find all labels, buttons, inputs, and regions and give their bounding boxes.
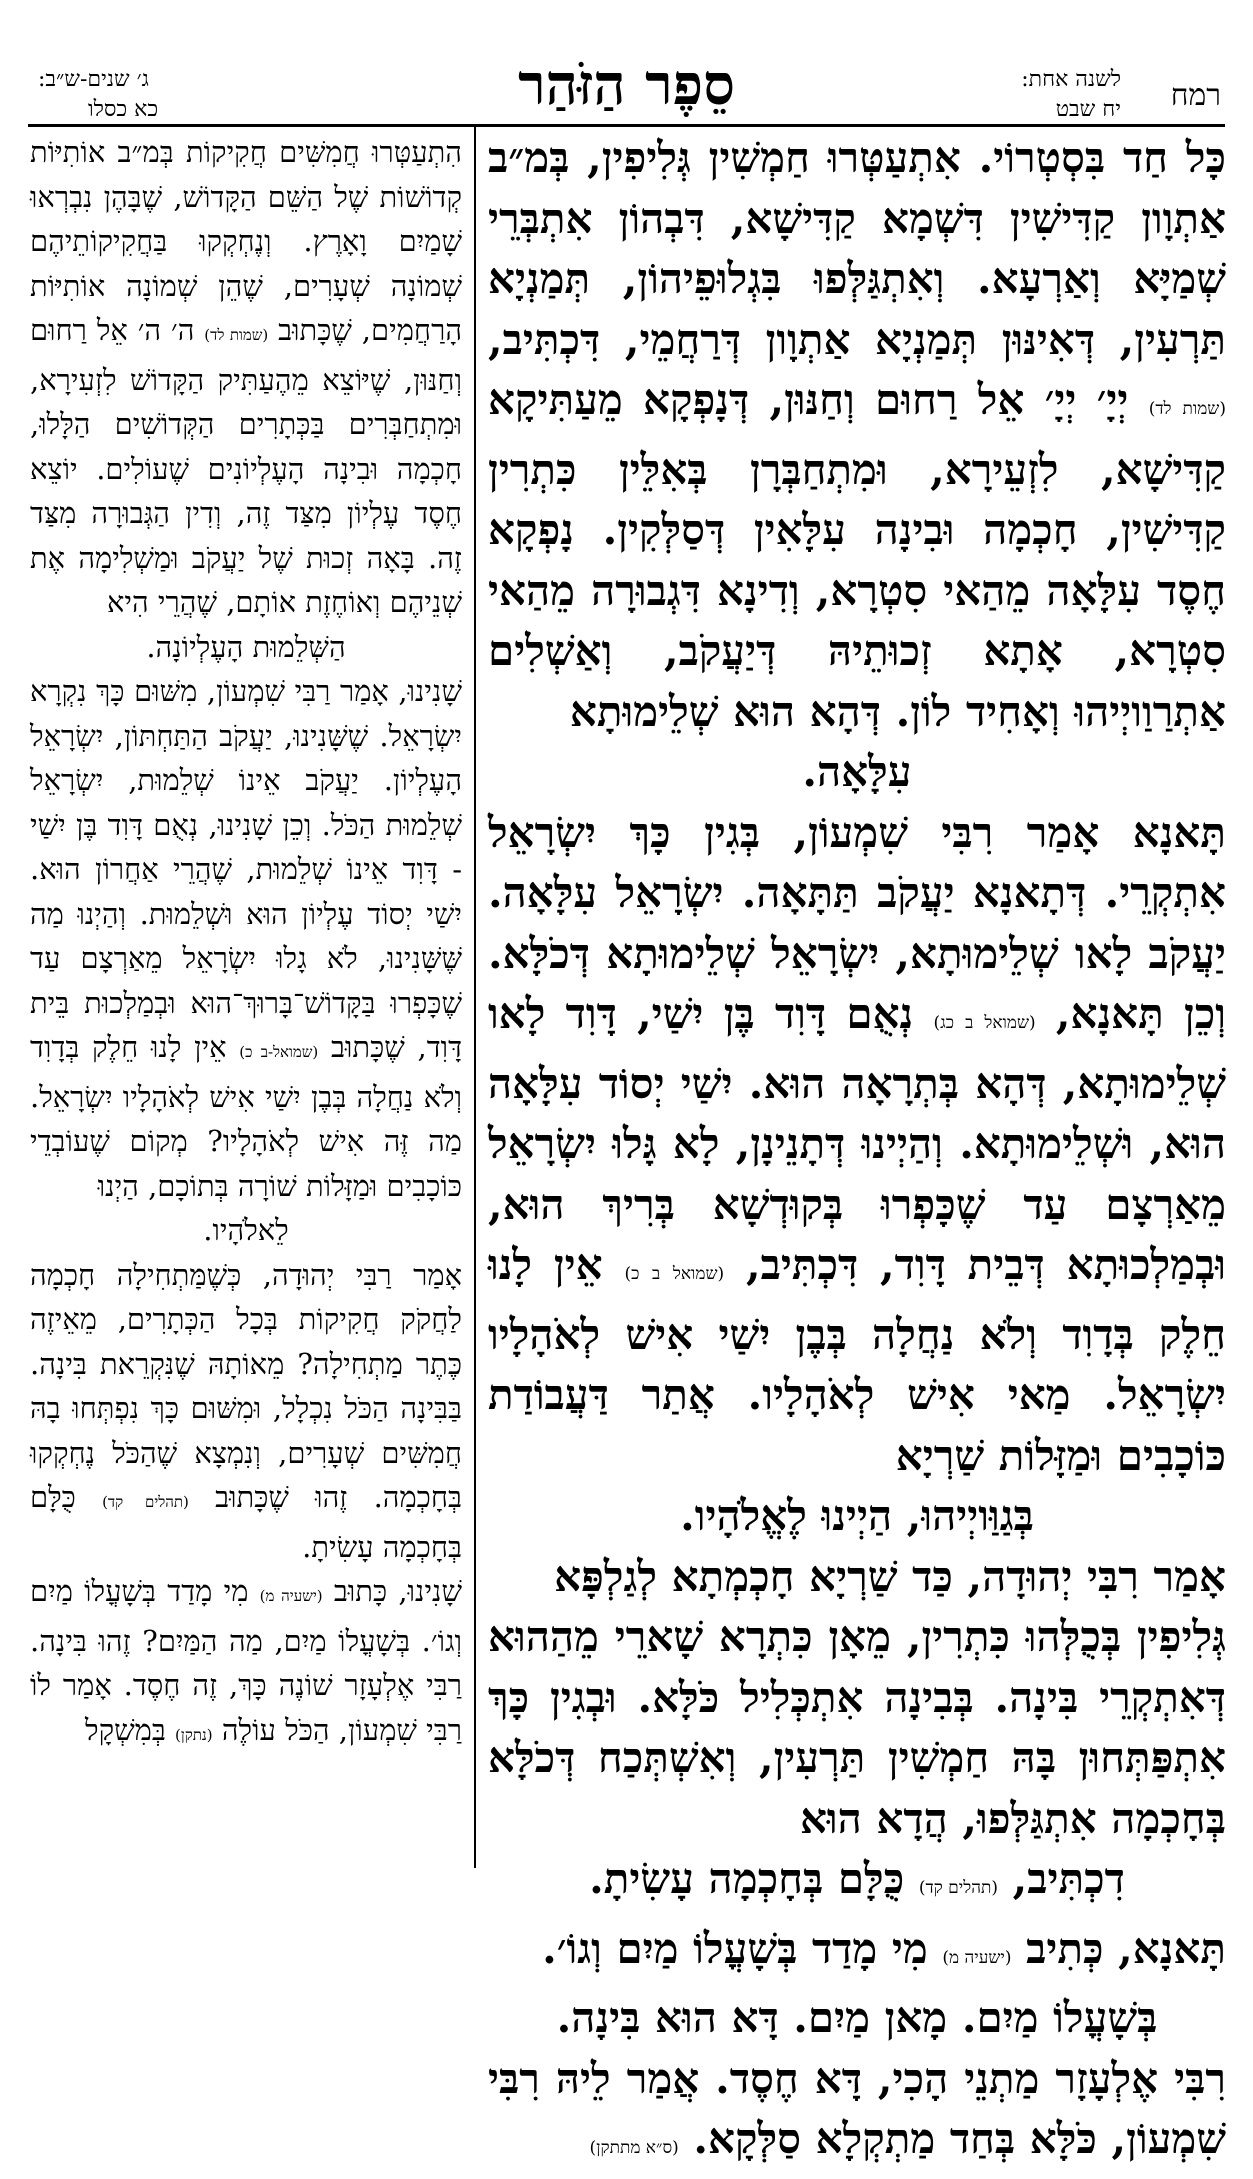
aramaic-paragraph: גְּלִיפִין בְּכֻלְּהוּ כִּתְרִין, מֵאָן כִּתְרָא שָׁארֵי מֵהַהוּא דְּאִתְקְרֵי בִּינָה. בְּבִינָה אִתְכְּלִיל כֹּלָּא. וּבְגִין כָּךְ אִתְפַּתְּחוּן בָּהּ חַמְשִׁין תַּרְעִין, וְאִשְׁתְּכַח דְּכֹלָּא בְּחָכְמָה אִתְגַּלְּפוּ, הֲדָא הוּא <box>488 1612 1226 1843</box>
translation-line: לֵאלֹהָיו. <box>203 1213 289 1247</box>
page-number: רמח <box>1170 78 1221 113</box>
translation-paragraph <box>30 669 462 1208</box>
translation-paragraph <box>30 1253 462 1570</box>
text-span: כֻּלָּם בְּחָכְמָה עָשִׂיתָ. <box>30 1480 462 1564</box>
text-span: בְּמִשְׁקָל <box>85 1712 166 1747</box>
aramaic-line <box>488 1919 1226 1989</box>
source-reference: (שמואל-ב כ) <box>239 1043 319 1061</box>
text-span: יְיָ׳ יְיָ׳ אֵל רַחוּם וְחַנּוּן, דְּנָפְקָא מֵעַתִּיקָא קַדִּישָׁא, לִזְעֵירָא, וּמִתְחַבְּרָן בְּאִלֵּין כִּתְרִין קַדִּישִׁין, חָכְמָה וּבִינָה עִלָּאִין דְּסַלְּקִין. נָפְקָא חֶסֶד עִלָּאָה מֵהַאי סִטְרָא, וְדִינָא דִּגְבוּרָה מֵהַאי סִטְרָא, אָתָא זְכוּתֵיהּ דְּיַעֲקֹב, וְאַשְׁלִים אַתְרַוַויְיהוּ וְאָחִיד לוֹן. דְּהָא הוּא שְׁלֵימוּתָא <box>488 375 1226 736</box>
source-reference: (תהלים קד) <box>102 1493 189 1511</box>
page-header <box>0 0 1253 120</box>
year-label: לשנה אחת: <box>1021 67 1121 92</box>
aramaic-line: אָמַר רִבִּי יְהוּדָה, כַּד שַׁרְיָא חָכְמְתָא לְגַלְפָּא <box>554 1551 1226 1601</box>
source-reference: (שמות לד) <box>204 326 269 344</box>
translation-line: הַשְּׁלֵמוּת הָעֶלְיוֹנָה. <box>146 629 346 664</box>
aramaic-line: עִלָּאָה. <box>802 747 912 796</box>
translation-paragraph <box>30 1569 462 1757</box>
book-title: סֵפֶר הַזֹּהַר <box>518 52 735 118</box>
text-span: מִי מָדַד בְּשָׁעֳלוֹ מַיִם וְגוֹ׳. <box>542 1923 928 1973</box>
text-span: אָמַר רַבִּי יְהוּדָה, כְּשֶׁמַּתְחִילָה חָכְמָה לַחֲקֹק חֲקִיקוֹת בְּכָל הַכְּתָרִים, מֵאֵיזֶה כֶּתֶר מַתְחִילָה? מֵאוֹתָהּ שֶׁנִּקְרֵאת בִּינָה. בַּבִּינָה הַכֹּל נִכְלָל, וּמִשּׁוּם כָּךְ נִפְתְּחוּ בָהּ חֲמִשִּׁים שְׁעָרִים, וְנִמְצָא שֶׁהַכֹּל נֶחְקְקוּ בְּחָכְמָה. זֶהוּ שֶׁכָּתוּב <box>30 1257 462 1514</box>
text-span: הִתְעַטְּרוּ חֲמִשִּׁים חֲקִיקוֹת בְּמ״ב אוֹתִיּוֹת קְדוֹשׁוֹת שֶׁל הַשֵּׁם הַקָּדוֹשׁ, שֶׁבָּהֶן נִבְרְאוּ שָׁמַיִם וָאָרֶץ. וְנֶחְקְקוּ בַּחֲקִיקוֹתֵיהֶם שְׁמוֹנָה שְׁעָרִים, שֶׁהֵן שְׁמוֹנָה אוֹתִיּוֹת הָרַחֲמִים, שֶׁכָּתוּב <box>30 135 463 347</box>
aramaic-column <box>488 128 1226 2163</box>
source-reference: (ס״א מתתקן) <box>589 2138 679 2158</box>
translation-paragraph <box>30 130 462 625</box>
text-span: מִי מָדַד בְּשָׁעֳלוֹ מַיִם וְגוֹ׳. בְּשָׁעֳלוֹ מַיִם, מַה הַמַּיִם? זֶהוּ בִּינָה. רַבִּי אֶלְעָזָר שׁוֹנֶה כָּךְ, זֶה חֶסֶד. אָמַר לוֹ רַבִּי שִׁמְעוֹן, הַכֹּל עוֹלֶה <box>30 1574 462 1747</box>
source-reference: (שמות לד) <box>1148 399 1226 419</box>
source-reference: (נתקן) <box>175 1725 213 1744</box>
source-reference: (ישעיה מ) <box>259 1587 323 1605</box>
aramaic-paragraph <box>488 803 1226 1487</box>
date-label: יח שבט <box>1055 97 1121 122</box>
aramaic-line: בְּשָׁעֳלוֹ מַיִם. מָאן מַיִם. דָּא הוּא בִּינָה. <box>556 1993 1158 2042</box>
text-span: נְאֻם דָּוִד בֶּן יִשַׁי, דָּוִד לָאו שְׁלֵימוּתָא, דְּהָא בְּתְרָאָה הוּא. יִשַׁי יְסוֹד עִלָּאָה הוּא, וּשְׁלֵימוּתָא. וְהַיְינוּ דְּתָנֵינָן, לָא גָּלוּ יִשְׂרָאֵל מֵאַרְצָם עַד שֶׁכָּפְרוּ בְּקוּדְשָׁא בְּרִיךְ הוּא, וּבְמַלְכוּתָא דְּבֵית דָּוִד, דִּכְתִּיב, <box>488 989 1226 1289</box>
kislev-date: כא כסלו <box>88 97 159 122</box>
column-divider <box>474 124 476 1868</box>
source-reference: (שמואל ב כג) <box>933 1013 1036 1033</box>
aramaic-paragraph <box>488 128 1226 742</box>
source-reference: (שמואל ב כ) <box>624 1264 725 1284</box>
source-reference: (ישעיה מ) <box>942 1947 1012 1968</box>
text-span: רִבִּי אֶלְעָזָר מַתְנֵי הָכִי, דָּא חֶסֶד. אֲמַר לֵיהּ רִבִּי שִׁמְעוֹן, כֹּלָּא בְּחַד מַתְקְלָא סַלְּקָא. <box>488 2053 1226 2163</box>
source-reference: (תהלים קד) <box>918 1878 998 1898</box>
text-span: שָׁנִינוּ, אָמַר רַבִּי שִׁמְעוֹן, מִשּׁוּם כָּךְ נִקְרָא יִשְׂרָאֵל. שֶׁשָּׁנִינוּ, יַעֲקֹב הַתַּחְתּוֹן, יִשְׂרָאֵל הָעֶלְיוֹן. יַעֲקֹב אֵינוֹ שְׁלֵמוּת, יִשְׂרָאֵל שְׁלֵמוּת הַכֹּל. וְכֵן שָׁנִינוּ, נְאֻם דָּוִד בֶּן יִשַׁי - דָּוִד אֵינוֹ שְׁלֵמוּת, שֶׁהֲרֵי אַחֲרוֹן הוּא. יִשַׁי יְסוֹד עֶלְיוֹן הוּא וּשְׁלֵמוּת. וְהַיְנוּ מַה שֶּׁשָּׁנִינוּ, לֹא גָלוּ יִשְׂרָאֵל מֵאַרְצָם עַד שֶׁכָּפְרוּ בַּקָּדוֹשׁ־בָּרוּךְ־הוּא וּבְמַלְכוּת בֵּית דָּוִד, שֶׁכָּתוּב <box>30 674 463 1064</box>
text-span: דִכְתִּיב, <box>1012 1854 1125 1903</box>
aramaic-line: בְּגַוַּויְיהוּ, הַיְינוּ לֶאֱלֹהָיו. <box>680 1491 1034 1540</box>
aramaic-line <box>488 1849 1226 1919</box>
text-span: תָּאנָא, כְּתִיב <box>1026 1923 1226 1973</box>
text-span: אֵין לָנוּ חֵלֶק בְּדָוִד וְלֹא נַחֲלָה בְּבֶן יִשַׁי אִישׁ לְאֹהָלָיו יִשְׂרָאֵל. מַה זֶּה אִישׁ לְאֹהָלָיו? מְקוֹם שֶׁעוֹבְדֵי כּוֹכָבִים וּמַזָּלוֹת שׁוֹרָה בְּתוֹכָם, הַיְנוּ <box>30 1030 462 1203</box>
text-span: ה׳ ה׳ אֵל רַחוּם וְחַנּוּן, שֶׁיּוֹצֵא מֵהֶעַתִּיק הַקָּדוֹשׁ לִזְעִירָא, וּמִתְחַבְּרִים בַּכְּתָרִים הַקְּדוֹשִׁים הַלָּלוּ, חָכְמָה וּבִינָה הָעֶלְיוֹנִים שֶׁעוֹלִים. יוֹצֵא חֶסֶד עֶלְיוֹן מִצַּד זֶה, וְדִין הַגְּבוּרָה מִצַּד זֶה. בָּאָה זְכוּת שֶׁל יַעֲקֹב וּמַשְׁלִימָה אֶת שְׁנֵיהֶם וְאוֹחֶזֶת אוֹתָם, שֶׁהֲרֵי הִיא <box>30 313 462 619</box>
text-span: כֻּלָּם בְּחָכְמָה עָשִׂיתָ. <box>589 1854 905 1903</box>
aramaic-paragraph <box>488 2049 1226 2179</box>
text-span: תָּאנָא אָמַר רִבִּי שִׁמְעוֹן, בְּגִין כָּךְ יִשְׂרָאֵל אִתְקְרֵי. דְּתָאנָא יַעֲקֹב תַּתָּאָה. יִשְׂרָאֵל עִלָּאָה. יַעֲקֹב לָאו שְׁלֵימוּתָא, יִשְׂרָאֵל שְׁלֵימוּתָא דְּכֹלָּא. וְכֵן תָּאנָא, <box>488 807 1226 1038</box>
text-span: אֵין לָנוּ חֵלֶק בְּדָוִד וְלֹא נַחֲלָה בְּבֶן יִשַׁי אִישׁ לְאֹהָלָיו יִשְׂרָאֵל. מַאי אִישׁ לְאֹהָלָיו. אֲתַר דַּעֲבוֹדַת כּוֹכָבִים וּמַזָּלוֹת שַׁרְיָא <box>488 1240 1226 1480</box>
text-span: שָׁנִינוּ, כָּתוּב <box>333 1574 463 1608</box>
header-divider <box>28 124 1225 127</box>
years-label: ג׳ שנים-ש״ב: <box>38 67 149 92</box>
translation-column <box>30 130 462 1870</box>
text-span: כָּל חַד בִּסְטְרוֹי. אִתְעַטְּרוּ חַמְשִׁין גְּלִיפִין, בְּמ״ב אַתְוָון קַדִּישִׁין דִּשְׁמָא קַדִּישָׁא, דִּבְהוֹן אִתְבְּרֵי שְׁמַיָּא וְאַרְעָא. וְאִתְגַּלְּפוּ בִּגְלוּפֵיהוֹן, תְּמַנְיָא תַּרְעִין, דְּאִינּוּן תְּמַנְיָא אַתְוָון דְּרַחֲמֵי, דִּכְתִּיב, <box>488 133 1226 364</box>
